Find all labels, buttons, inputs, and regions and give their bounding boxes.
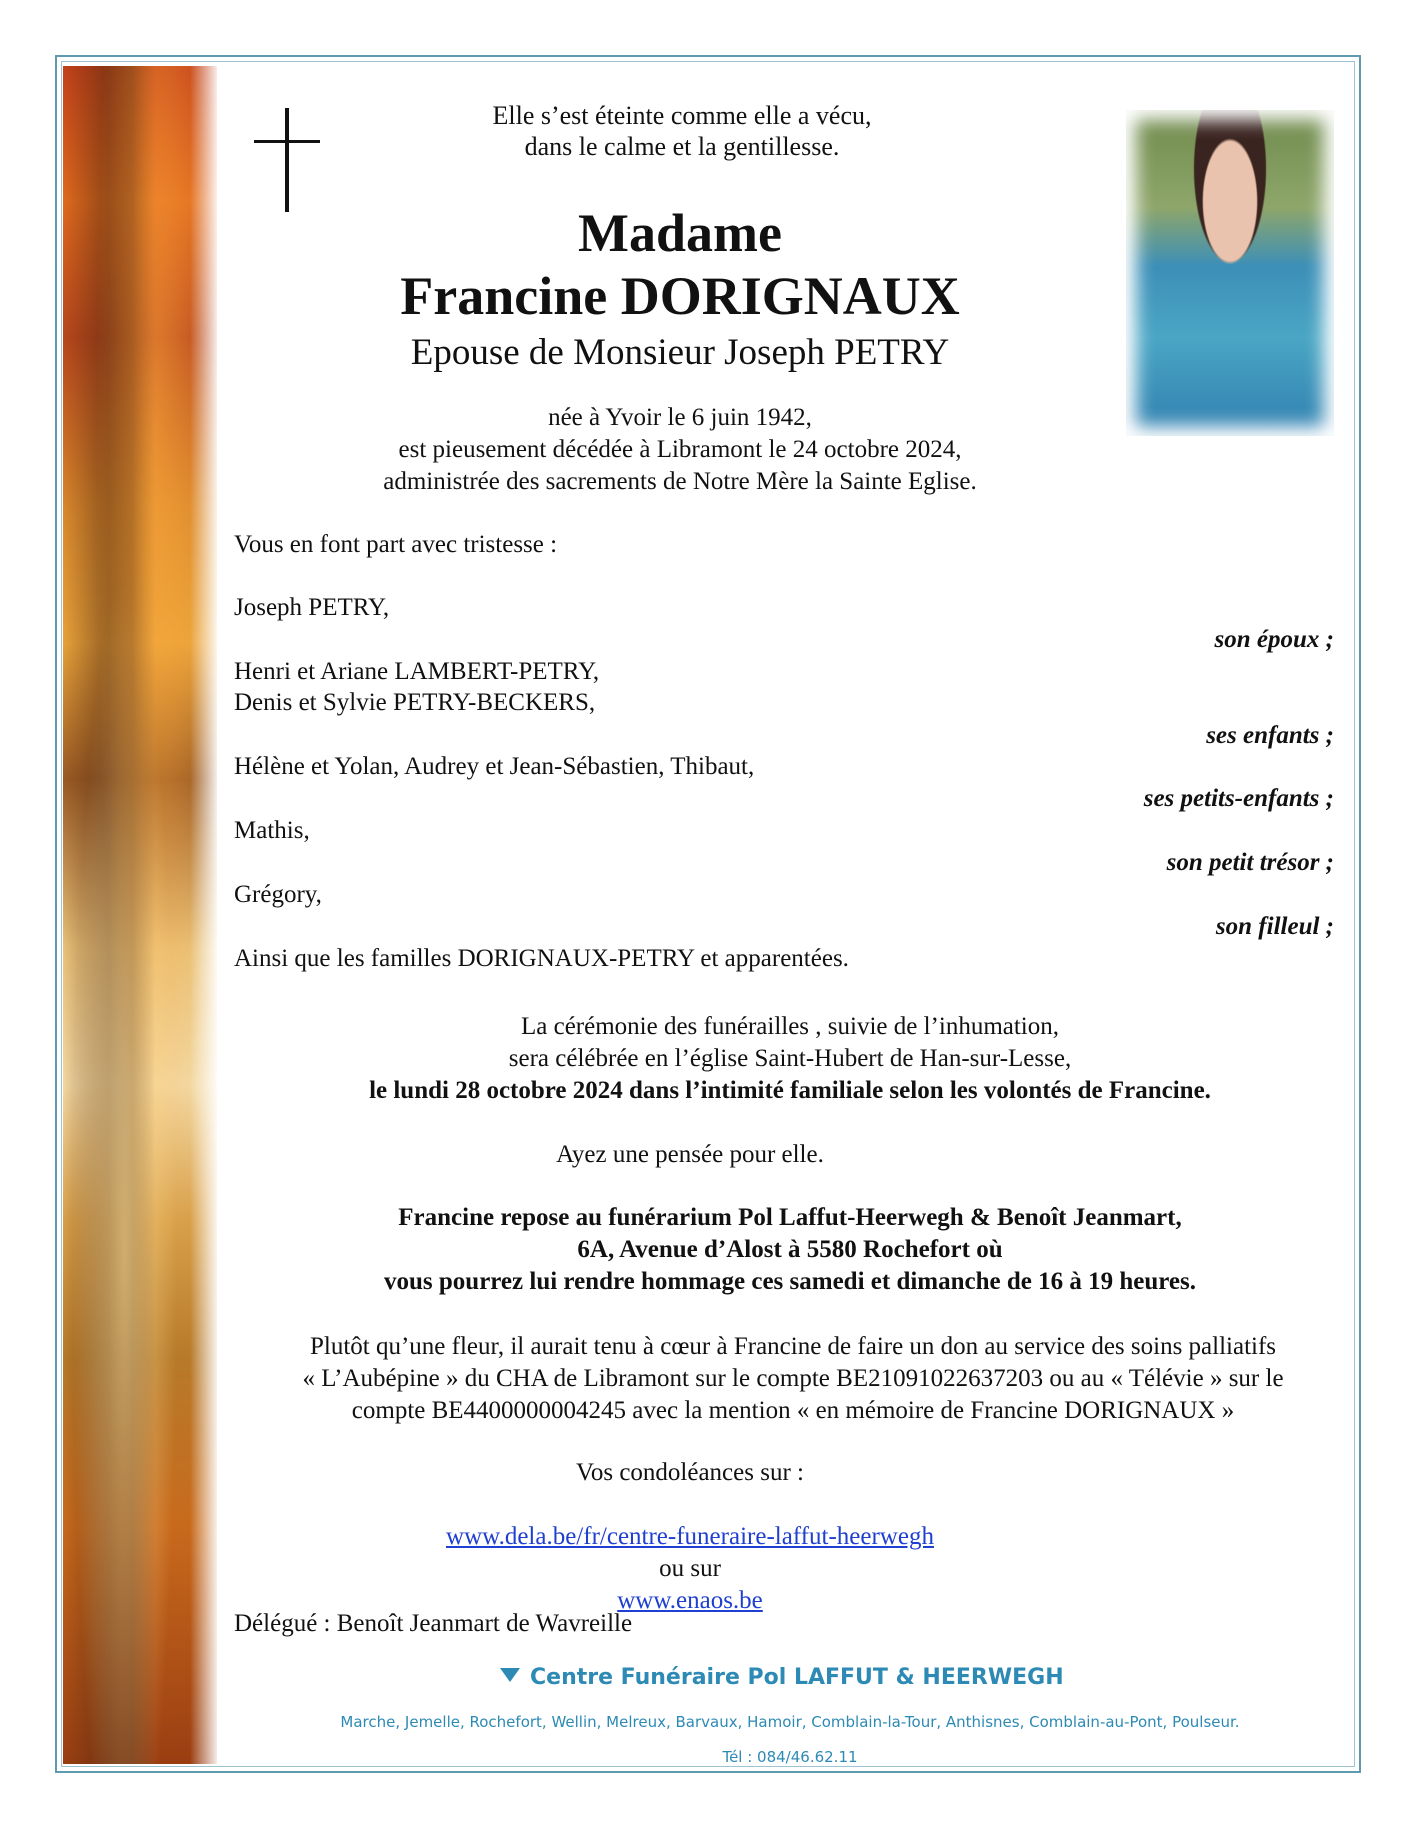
footer-title-text: Centre Funéraire Pol LAFFUT & HEERWEGH (530, 1665, 1064, 1690)
enaos-link[interactable]: www.enaos.be (617, 1587, 763, 1614)
footer-tel: Tél : 084/46.62.11 (722, 1748, 858, 1766)
relation-petits-enfants: ses petits-enfants ; (1143, 785, 1334, 812)
family-joseph: Joseph PETRY, (234, 594, 390, 621)
intro-quote (432, 100, 932, 162)
donation-info (238, 1331, 1348, 1427)
born-line-1: née à Yvoir le 6 juin 1942, (548, 404, 812, 431)
relation-epoux: son époux ; (1214, 626, 1334, 653)
pensee-line: Ayez une pensée pour elle. (556, 1141, 824, 1168)
cross-vertical (285, 108, 289, 212)
funerarium-line-1: Francine repose au funérarium Pol Laffut-Heerwegh & Benoît Jeanmart, (398, 1204, 1182, 1231)
ceremony-line-2: sera célébrée en l’église Saint-Hubert de Han-sur-Lesse, (508, 1045, 1072, 1072)
ceremony-line-1: La cérémonie des funérailles , suivie de l’inhumation, (520, 1013, 1059, 1040)
don-line-1: Plutôt qu’une fleur, il aurait tenu à cœur à Francine de faire un don au service des soins palliatifs (309, 1333, 1277, 1360)
cross-icon (254, 108, 320, 212)
family-gregory: Grégory, (234, 881, 322, 908)
family-denis: Denis et Sylvie PETRY-BECKERS, (234, 689, 596, 716)
don-line-3: compte BE4400000004245 avec la mention « en mémoire de Francine DORIGNAUX » (351, 1397, 1235, 1424)
funerarium-line-2: 6A, Avenue d’Alost à 5580 Rochefort où (577, 1236, 1003, 1263)
birth-death-info (310, 402, 1050, 498)
footer-title (500, 1665, 1064, 1690)
intro-line-1: Elle s’est éteinte comme elle a vécu, (492, 101, 872, 130)
funerarium-info (260, 1202, 1320, 1298)
don-line-2: « L’Aubépine » du CHA de Libramont sur le compte BE21091022637203 ou au « Télévie » sur le (302, 1365, 1284, 1392)
relation-enfants: ses enfants ; (1206, 722, 1334, 749)
born-line-3: administrée des sacrements de Notre Mère la Sainte Eglise. (383, 468, 977, 495)
ou-sur-text: ou sur (659, 1555, 721, 1582)
spouse-line: Epouse de Monsieur Joseph PETRY (410, 332, 950, 373)
cross-horizontal (254, 140, 320, 143)
delegue-line: Délégué : Benoît Jeanmart de Wavreille (234, 1610, 633, 1637)
family-familles: Ainsi que les familles DORIGNAUX-PETRY et apparentées. (234, 945, 849, 972)
portrait-photo (1126, 110, 1334, 436)
born-line-2: est pieusement décédée à Libramont le 24 octobre 2024, (398, 436, 962, 463)
autumn-image-fade (190, 66, 220, 1764)
condoleances-line: Vos condoléances sur : (576, 1459, 804, 1486)
dela-link[interactable]: www.dela.be/fr/centre-funeraire-laffut-heerwegh (446, 1523, 934, 1550)
footer-towns: Marche, Jemelle, Rochefort, Wellin, Melreux, Barvaux, Hamoir, Comblain-la-Tour, Anthisnes, Comblain-au-Pont, Poulseur. (340, 1713, 1240, 1731)
funerarium-line-3: vous pourrez lui rendre hommage ces samedi et dimanche de 16 à 19 heures. (384, 1268, 1196, 1295)
family-mathis: Mathis, (234, 817, 310, 844)
ceremony-info (260, 1011, 1320, 1107)
intro-line-2: dans le calme et la gentillesse. (524, 132, 840, 161)
ceremony-line-3: le lundi 28 octobre 2024 dans l’intimité familiale selon les volontés de Francine. (369, 1077, 1211, 1104)
title-madame: Madame (578, 203, 782, 263)
relation-petit-tresor: son petit trésor ; (1166, 849, 1334, 876)
family-helene: Hélène et Yolan, Audrey et Jean-Sébastien, Thibaut, (234, 753, 755, 780)
family-henri: Henri et Ariane LAMBERT-PETRY, (234, 658, 600, 685)
deceased-name: Francine DORIGNAUX (400, 266, 960, 326)
relation-filleul: son filleul ; (1215, 913, 1334, 940)
announce-line: Vous en font part avec tristesse : (234, 531, 558, 558)
triangle-down-icon (500, 1668, 520, 1682)
condoleance-links (400, 1521, 980, 1617)
